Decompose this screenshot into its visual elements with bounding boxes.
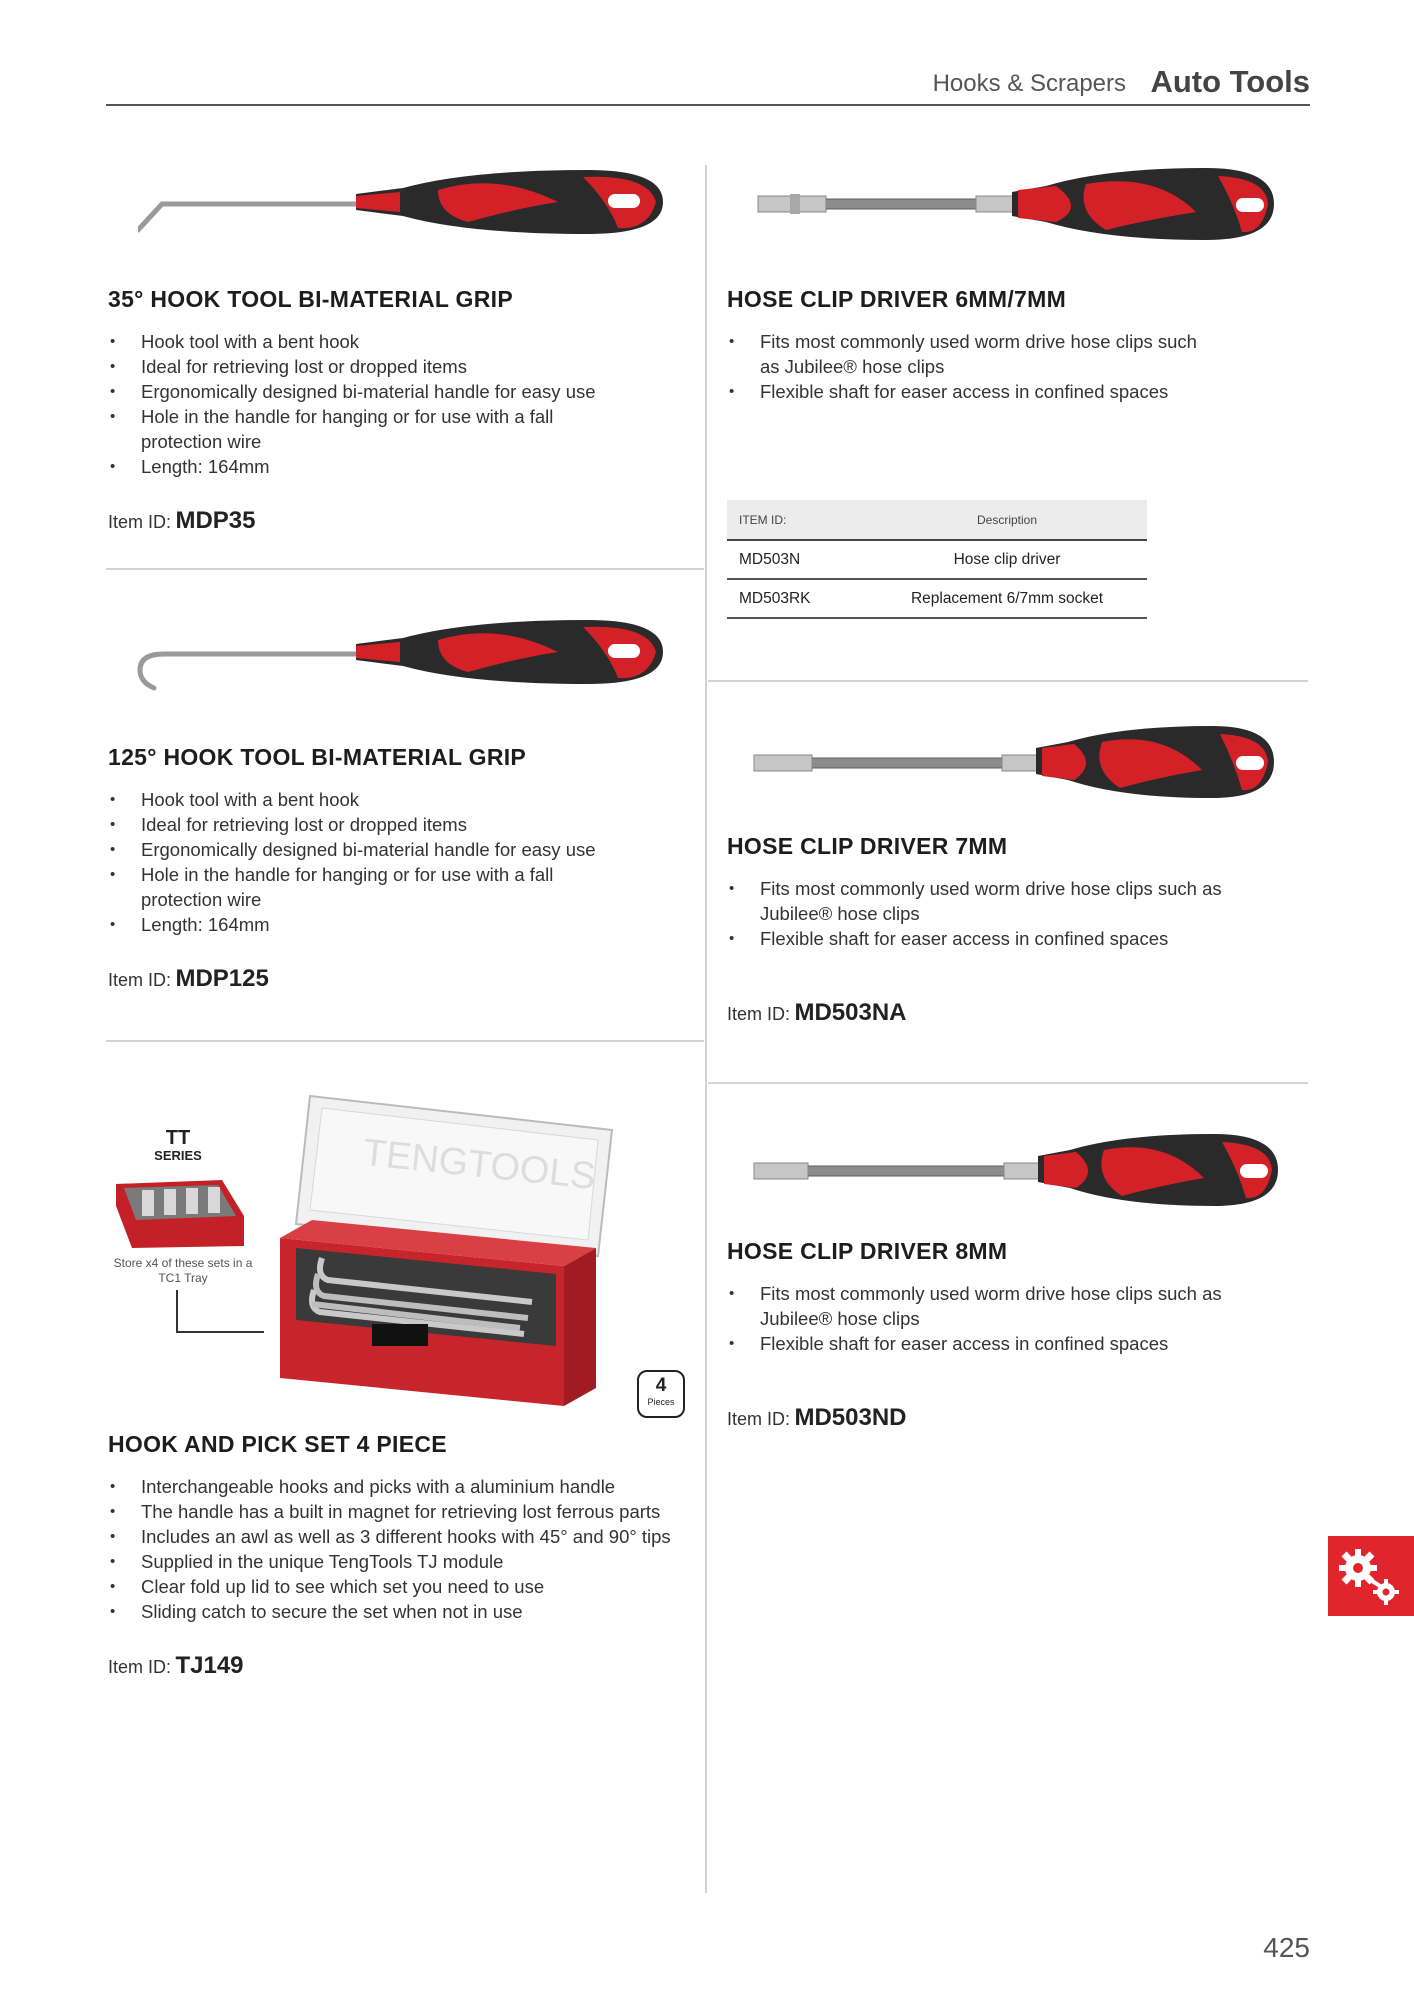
tc1-tray-image <box>112 1176 248 1250</box>
list-item: • Ergonomically designed bi-material handle for easy use <box>108 837 698 862</box>
list-item: • Length: 164mm <box>108 454 698 479</box>
product-title: HOSE CLIP DRIVER 8MM <box>727 1238 1008 1264</box>
list-item: • Fits most commonly used worm drive hose clips such as Jubilee® hose clips <box>727 1281 1287 1331</box>
list-item: • Ideal for retrieving lost or dropped items <box>108 354 698 379</box>
hose-clip-driver-6-7-image <box>756 164 1278 244</box>
column-header-description: Description <box>867 500 1147 540</box>
feature-list <box>108 787 698 937</box>
list-item: • Hole in the handle for hanging or for use with a fall protection wire <box>108 404 603 454</box>
hose-clip-driver-8mm-image <box>752 1132 1282 1212</box>
gears-icon <box>1328 1536 1414 1616</box>
item-id <box>108 507 698 535</box>
list-item: • Ergonomically designed bi-material handle for easy use <box>108 379 698 404</box>
auto-tools-tab <box>1328 1536 1414 1616</box>
tt-series-tray <box>108 1127 253 1288</box>
list-item: • Supplied in the unique TengTools TJ module <box>108 1549 698 1574</box>
row-divider <box>106 568 704 570</box>
product-title: HOSE CLIP DRIVER 7MM <box>727 833 1008 859</box>
item-id-value: MDP35 <box>175 507 256 534</box>
item-id <box>727 999 1307 1027</box>
list-item: • Hook tool with a bent hook <box>108 787 698 812</box>
list-item: • Hole in the handle for hanging or for use with a fall protection wire <box>108 862 603 912</box>
item-id <box>727 1404 1307 1432</box>
connector-line <box>176 1290 266 1334</box>
feature-list <box>727 329 1307 404</box>
hook-tool-125-image <box>134 614 668 694</box>
product-md503n <box>727 286 1307 404</box>
feature-list <box>108 329 698 479</box>
list-item: • Flexible shaft for easer access in confined spaces <box>727 926 1307 951</box>
item-id-value: MD503NA <box>794 999 907 1026</box>
product-mdp35 <box>108 286 698 535</box>
list-item: • Length: 164mm <box>108 912 698 937</box>
product-md503na <box>727 833 1307 1027</box>
pieces-badge <box>637 1370 685 1418</box>
table-row <box>727 540 1147 579</box>
item-id-label: Item ID: <box>727 1004 791 1024</box>
column-divider <box>705 165 707 1893</box>
product-md503nd <box>727 1238 1307 1432</box>
tt-series-label: TT <box>165 1127 191 1149</box>
hook-tool-35-image <box>138 162 668 242</box>
item-id-value: MD503ND <box>794 1404 907 1431</box>
svg-text:TENGTOOLS: TENGTOOLS <box>360 1131 598 1198</box>
feature-list <box>727 876 1307 951</box>
table-row <box>727 579 1147 618</box>
pieces-label: Pieces <box>647 1397 675 1407</box>
item-id-label: Item ID: <box>108 1657 172 1677</box>
row-divider <box>106 1040 704 1042</box>
table-cell: MD503RK <box>727 579 867 618</box>
page-header <box>106 62 1310 106</box>
tt-series-label-sub: SERIES <box>154 1148 202 1163</box>
item-id-value: MDP125 <box>175 965 269 992</box>
list-item: • Hook tool with a bent hook <box>108 329 698 354</box>
list-item: • Fits most commonly used worm drive hose clips such as Jubilee® hose clips <box>727 329 1217 379</box>
list-item: • Sliding catch to secure the set when not in use <box>108 1599 698 1624</box>
item-id-label: Item ID: <box>108 512 172 532</box>
pieces-count: 4 <box>655 1375 667 1396</box>
chapter-title: Auto Tools <box>1150 64 1310 99</box>
table-cell: Hose clip driver <box>867 540 1147 579</box>
list-item: • Flexible shaft for easer access in confined spaces <box>727 1331 1307 1356</box>
item-table <box>727 500 1147 619</box>
product-mdp125 <box>108 744 698 993</box>
item-id <box>108 965 698 993</box>
product-title: HOOK AND PICK SET 4 PIECE <box>108 1431 447 1457</box>
table-cell: MD503N <box>727 540 867 579</box>
table-cell: Replacement 6/7mm socket <box>867 579 1147 618</box>
list-item: • Interchangeable hooks and picks with a aluminium handle <box>108 1474 698 1499</box>
product-tj149 <box>108 1431 698 1680</box>
hose-clip-driver-7mm-image <box>752 724 1278 804</box>
item-id-value: TJ149 <box>175 1652 244 1679</box>
feature-list <box>108 1474 698 1624</box>
list-item: • Fits most commonly used worm drive hose clips such as Jubilee® hose clips <box>727 876 1287 926</box>
list-item: • Includes an awl as well as 3 different hooks with 45° and 90° tips <box>108 1524 688 1549</box>
item-id-label: Item ID: <box>727 1409 791 1429</box>
list-item: • Flexible shaft for easer access in confined spaces <box>727 379 1307 404</box>
product-title: HOSE CLIP DRIVER 6MM/7MM <box>727 286 1067 312</box>
column-header-item-id: ITEM ID: <box>727 500 867 540</box>
section-title: Hooks & Scrapers <box>932 70 1126 97</box>
item-id-label: Item ID: <box>108 970 172 990</box>
product-title: 125° HOOK TOOL BI-MATERIAL GRIP <box>108 744 527 770</box>
feature-list <box>727 1281 1307 1356</box>
page-number: 425 <box>1263 1932 1310 1963</box>
list-item: • Ideal for retrieving lost or dropped items <box>108 812 698 837</box>
table-header-row <box>727 500 1147 540</box>
list-item: • Clear fold up lid to see which set you need to use <box>108 1574 698 1599</box>
row-divider <box>708 1082 1308 1084</box>
item-id <box>108 1652 698 1680</box>
hook-pick-set-case-image <box>272 1088 618 1410</box>
list-item: • The handle has a built in magnet for retrieving lost ferrous parts <box>108 1499 683 1524</box>
product-title: 35° HOOK TOOL BI-MATERIAL GRIP <box>108 286 513 312</box>
row-divider <box>708 680 1308 682</box>
tray-note: Store x4 of these sets in a TC1 Tray <box>113 1256 253 1285</box>
